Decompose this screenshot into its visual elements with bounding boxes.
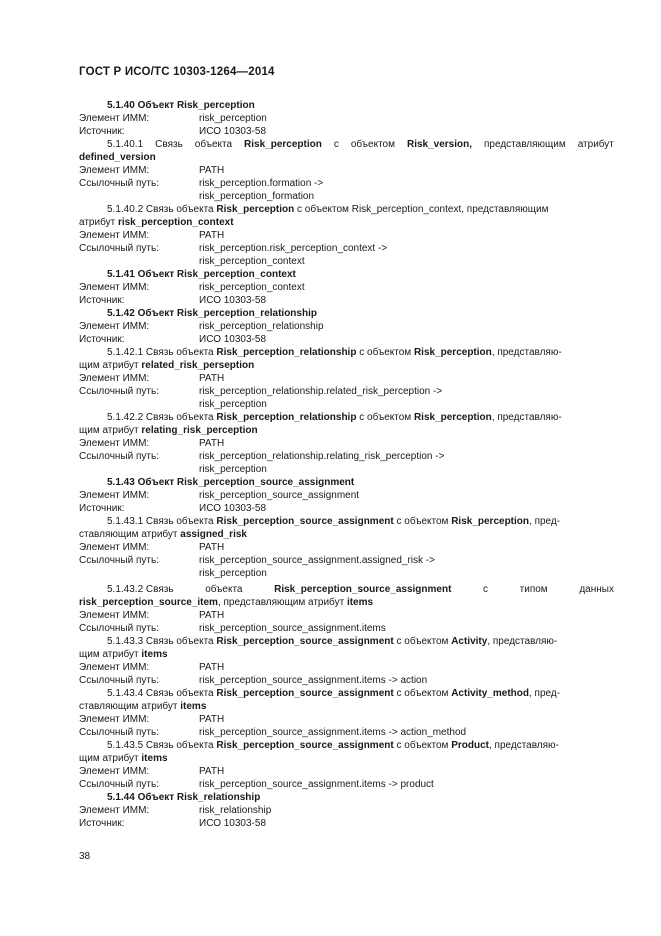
bold-term: Risk_perception_source_assignment bbox=[216, 636, 394, 647]
field-value: risk_perception bbox=[199, 464, 267, 475]
field-value: risk_perception_source_assignment.items -> product bbox=[199, 779, 434, 790]
text-fragment: 5.1.42.1 Связь объекта bbox=[107, 347, 217, 358]
text-fragment: с объектом bbox=[294, 204, 352, 215]
text-fragment: с объектом bbox=[356, 347, 414, 358]
text-line bbox=[79, 295, 124, 307]
text-line bbox=[79, 165, 149, 177]
text-fragment: Risk_perception_context bbox=[351, 204, 462, 215]
bold-term: Risk_perception_source_assignment bbox=[274, 584, 452, 595]
field-value: PATH bbox=[199, 714, 225, 725]
text-line bbox=[79, 503, 124, 515]
text-fragment: , пред- bbox=[529, 516, 561, 527]
text-fragment: Элемент ИММ: bbox=[79, 805, 150, 816]
text-line bbox=[79, 610, 149, 622]
text-line bbox=[79, 753, 168, 765]
text-line bbox=[107, 636, 557, 648]
text-fragment: 5.1.43.3 Связь объекта bbox=[107, 636, 217, 647]
field-value: PATH bbox=[199, 165, 225, 176]
field-value: PATH bbox=[199, 438, 225, 449]
text-line bbox=[79, 662, 149, 674]
text-line bbox=[79, 243, 159, 255]
text-fragment: Элемент ИММ: bbox=[79, 766, 150, 777]
text-fragment: Элемент ИММ: bbox=[79, 438, 150, 449]
field-value: risk_relationship bbox=[199, 805, 272, 816]
field-value: ИСО 10303-58 bbox=[199, 334, 267, 345]
bold-term: items bbox=[180, 701, 207, 712]
text-fragment: щим атрибут bbox=[79, 649, 142, 660]
bold-term: 5.1.42 Объект Risk_perception_relationship bbox=[107, 308, 317, 319]
bold-term: defined_version bbox=[79, 152, 156, 163]
text-line bbox=[79, 386, 159, 398]
text-line bbox=[107, 792, 260, 804]
text-fragment: , представляю- bbox=[491, 412, 562, 423]
field-value: risk_perception bbox=[199, 568, 267, 579]
text-line bbox=[107, 139, 614, 151]
text-fragment: щим атрибут bbox=[79, 360, 142, 371]
text-line bbox=[107, 269, 296, 281]
field-value: risk_perception_source_assignment.items bbox=[199, 623, 386, 634]
text-fragment: объекта bbox=[205, 584, 243, 595]
field-value: PATH bbox=[199, 766, 225, 777]
field-value: risk_perception bbox=[199, 113, 267, 124]
field-value: risk_perception.formation -> bbox=[199, 178, 324, 189]
field-value: risk_perception_relationship.relating_risk_perception -> bbox=[199, 451, 445, 462]
text-fragment: с объектом bbox=[393, 688, 452, 699]
bold-term: relating_risk_perception bbox=[141, 425, 258, 436]
text-line bbox=[79, 766, 149, 778]
text-fragment: с объектом bbox=[393, 636, 452, 647]
text-fragment: Элемент ИММ: bbox=[79, 321, 150, 332]
text-fragment: Ссылочный путь: bbox=[79, 555, 159, 566]
bold-term: items bbox=[141, 649, 168, 660]
text-fragment: атрибут bbox=[577, 139, 614, 150]
text-line bbox=[79, 818, 124, 830]
text-fragment: Ссылочный путь: bbox=[79, 779, 159, 790]
bold-term: items bbox=[346, 597, 374, 608]
field-value: risk_perception_context bbox=[199, 282, 305, 293]
text-fragment: Ссылочный путь: bbox=[79, 727, 159, 738]
field-value: risk_perception_relationship bbox=[199, 321, 324, 332]
text-fragment: 5.1.43.5 Связь объекта bbox=[107, 740, 217, 751]
text-line bbox=[79, 805, 149, 817]
field-value: risk_perception_source_assignment.assigned_risk -> bbox=[199, 555, 435, 566]
text-line bbox=[79, 282, 149, 294]
bold-term: assigned_risk bbox=[180, 529, 247, 540]
field-value: PATH bbox=[199, 662, 225, 673]
text-line bbox=[79, 113, 149, 125]
bold-term: Risk_perception bbox=[413, 412, 492, 423]
text-fragment: , представляю- bbox=[488, 740, 559, 751]
text-fragment: , представляющим атрибут bbox=[217, 597, 347, 608]
text-line bbox=[79, 217, 234, 229]
text-fragment: 5.1.40.1 bbox=[107, 139, 144, 150]
field-value: risk_perception.risk_perception_context -> bbox=[199, 243, 388, 254]
text-fragment: 5.1.43.1 Связь объекта bbox=[107, 516, 217, 527]
field-value: PATH bbox=[199, 373, 225, 384]
field-value: risk_perception_source_assignment bbox=[199, 490, 360, 501]
bold-term: Risk_perception bbox=[216, 204, 295, 215]
text-fragment: 5.1.43.4 Связь объекта bbox=[107, 688, 217, 699]
field-value: PATH bbox=[199, 610, 225, 621]
field-value: risk_perception_relationship.related_risk_perception -> bbox=[199, 386, 443, 397]
text-fragment: данных bbox=[579, 584, 614, 595]
text-line bbox=[107, 740, 559, 752]
text-line bbox=[79, 178, 159, 190]
text-fragment: щим атрибут bbox=[79, 753, 142, 764]
text-fragment: Элемент ИММ: bbox=[79, 113, 150, 124]
text-fragment: с bbox=[483, 584, 489, 595]
text-fragment: Элемент ИММ: bbox=[79, 662, 150, 673]
text-fragment: атрибут bbox=[79, 217, 118, 228]
text-line bbox=[79, 555, 159, 567]
text-fragment: Источник: bbox=[79, 126, 125, 137]
text-line bbox=[79, 675, 159, 687]
text-line bbox=[107, 516, 560, 528]
text-fragment: Источник: bbox=[79, 503, 125, 514]
bold-term: related_risk_perseption bbox=[141, 360, 255, 371]
text-fragment: объекта bbox=[194, 139, 233, 150]
text-line bbox=[79, 126, 124, 138]
bold-term: Risk_perception_relationship bbox=[216, 347, 357, 358]
text-line bbox=[107, 688, 560, 700]
bold-term: Risk_perception bbox=[244, 139, 322, 150]
text-fragment: Элемент ИММ: bbox=[79, 373, 150, 384]
bold-term: Risk_perception_source_assignment bbox=[216, 688, 394, 699]
text-line bbox=[79, 230, 149, 242]
text-fragment: ставляющим атрибут bbox=[79, 701, 181, 712]
bold-term: Risk_perception bbox=[413, 347, 492, 358]
text-fragment: Элемент ИММ: bbox=[79, 714, 150, 725]
text-fragment: с объектом bbox=[393, 740, 452, 751]
bold-term: Risk_perception_source_assignment bbox=[216, 740, 394, 751]
bold-term: Risk_version, bbox=[406, 139, 473, 150]
text-line bbox=[107, 100, 255, 112]
text-line bbox=[79, 438, 149, 450]
text-fragment: Ссылочный путь: bbox=[79, 178, 159, 189]
text-fragment: ставляющим атрибут bbox=[79, 529, 181, 540]
text-line bbox=[79, 152, 156, 164]
text-fragment: Элемент ИММ: bbox=[79, 610, 150, 621]
bold-term: Activity bbox=[451, 636, 488, 647]
text-line bbox=[79, 529, 247, 541]
text-fragment: Источник: bbox=[79, 334, 125, 345]
text-fragment: щим атрибут bbox=[79, 425, 142, 436]
text-line bbox=[79, 701, 206, 713]
text-fragment: Источник: bbox=[79, 818, 125, 829]
field-value: risk_perception_source_assignment.items -> action bbox=[199, 675, 428, 686]
text-fragment: , пред- bbox=[529, 688, 561, 699]
bold-term: Activity_method bbox=[451, 688, 529, 699]
text-fragment: с объектом bbox=[356, 412, 414, 423]
text-fragment: Элемент ИММ: bbox=[79, 542, 150, 553]
bold-term: Risk_perception bbox=[176, 100, 255, 111]
text-line bbox=[79, 425, 258, 437]
text-line bbox=[107, 584, 614, 596]
bold-term: 5.1.40 Объект bbox=[107, 100, 177, 111]
text-fragment: Ссылочный путь: bbox=[79, 243, 159, 254]
text-fragment: Элемент ИММ: bbox=[79, 282, 150, 293]
text-line bbox=[79, 451, 159, 463]
text-fragment: Ссылочный путь: bbox=[79, 675, 159, 686]
text-line bbox=[79, 373, 149, 385]
text-fragment: представляющим bbox=[484, 139, 566, 150]
bold-term: items bbox=[141, 753, 168, 764]
text-fragment: Элемент ИММ: bbox=[79, 490, 150, 501]
field-value: risk_perception_context bbox=[199, 256, 305, 267]
text-fragment: Источник: bbox=[79, 295, 125, 306]
field-value: ИСО 10303-58 bbox=[199, 503, 267, 514]
text-line bbox=[79, 490, 149, 502]
text-line bbox=[107, 204, 549, 216]
text-fragment: 5.1.42.2 Связь объекта bbox=[107, 412, 217, 423]
text-fragment: с bbox=[333, 139, 339, 150]
bold-term: risk_perception_context bbox=[117, 217, 234, 228]
field-value: risk_perception_formation bbox=[199, 191, 315, 202]
field-value: PATH bbox=[199, 542, 225, 553]
text-line bbox=[79, 727, 159, 739]
text-line bbox=[107, 477, 354, 489]
field-value: risk_perception bbox=[199, 399, 267, 410]
bold-term: Risk_perception bbox=[451, 516, 530, 527]
field-value: risk_perception_source_assignment.items -> action_method bbox=[199, 727, 467, 738]
document-header: ГОСТ Р ИСО/ТС 10303-1264—2014 bbox=[79, 66, 275, 78]
text-line bbox=[79, 321, 149, 333]
text-line bbox=[107, 308, 317, 320]
text-line bbox=[79, 649, 168, 661]
text-fragment: , представляющим bbox=[461, 204, 549, 215]
text-line bbox=[79, 360, 254, 372]
text-fragment: с объектом bbox=[393, 516, 452, 527]
text-line bbox=[107, 347, 562, 359]
text-line bbox=[79, 542, 149, 554]
text-fragment: Связь bbox=[155, 139, 183, 150]
field-value: ИСО 10303-58 bbox=[199, 126, 267, 137]
text-fragment: , представляю- bbox=[487, 636, 558, 647]
text-fragment: , представляю- bbox=[491, 347, 562, 358]
bold-term: 5.1.41 Объект Risk_perception_context bbox=[107, 269, 296, 280]
text-fragment: Элемент ИММ: bbox=[79, 165, 150, 176]
field-value: ИСО 10303-58 bbox=[199, 818, 267, 829]
text-fragment: Ссылочный путь: bbox=[79, 451, 159, 462]
bold-term: 5.1.44 Объект Risk_relationship bbox=[107, 792, 261, 803]
bold-term: Risk_perception_source_assignment bbox=[216, 516, 394, 527]
text-fragment: Ссылочный путь: bbox=[79, 623, 159, 634]
field-value: PATH bbox=[199, 230, 225, 241]
bold-term: Product bbox=[451, 740, 489, 751]
text-fragment: 5.1.43.2 Связь bbox=[107, 584, 174, 595]
bold-term: Risk_perception_relationship bbox=[216, 412, 357, 423]
text-fragment: типом bbox=[519, 584, 548, 595]
text-fragment: 5.1.40.2 Связь объекта bbox=[107, 204, 217, 215]
text-line bbox=[79, 714, 149, 726]
field-value: ИСО 10303-58 bbox=[199, 295, 267, 306]
bold-term: 5.1.43 Объект Risk_perception_source_assignment bbox=[107, 477, 355, 488]
text-line bbox=[107, 412, 562, 424]
text-line bbox=[79, 623, 159, 635]
text-fragment: объектом bbox=[350, 139, 395, 150]
bold-term: risk_perception_source_item bbox=[79, 597, 218, 608]
text-line bbox=[79, 779, 159, 791]
text-fragment: Элемент ИММ: bbox=[79, 230, 150, 241]
page-number: 38 bbox=[79, 851, 91, 862]
text-line bbox=[79, 597, 373, 609]
text-fragment: Ссылочный путь: bbox=[79, 386, 159, 397]
text-line bbox=[79, 334, 124, 346]
